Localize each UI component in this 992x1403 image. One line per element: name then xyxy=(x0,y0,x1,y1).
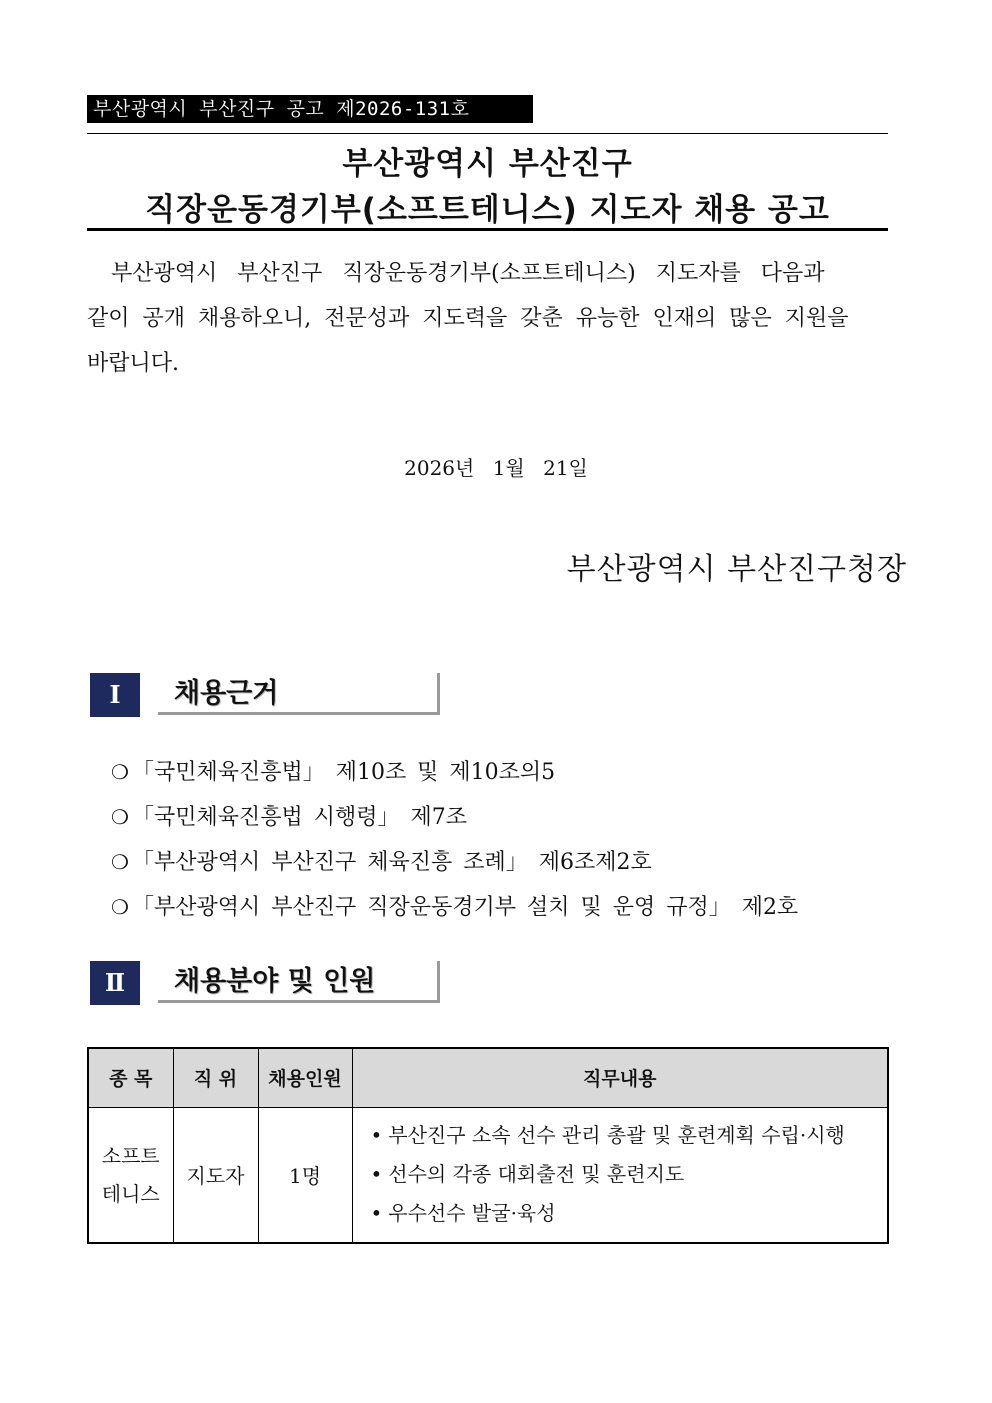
cell-count: 1명 xyxy=(258,1107,352,1243)
circle-bullet-icon: ❍ xyxy=(111,760,129,784)
column-header-sport: 종 목 xyxy=(88,1048,173,1107)
cell-sport xyxy=(88,1107,173,1243)
circle-bullet-icon: ❍ xyxy=(111,850,129,874)
duty-item xyxy=(371,1116,888,1155)
issuer-name: 부산광역시 부산진구청장 xyxy=(566,552,907,587)
duty-text: 우수선수 발굴·육성 xyxy=(388,1201,556,1226)
cell-sport-line: 소프트 xyxy=(101,1143,160,1168)
intro-line: 같이 공개 채용하오니, 전문성과 지도력을 갖춘 유능한 인재의 많은 지원을 xyxy=(87,306,849,331)
bullet-dot-icon: • xyxy=(370,1123,383,1148)
column-header-position: 직 위 xyxy=(173,1048,258,1107)
bullet-dot-icon: • xyxy=(370,1201,383,1226)
column-header-duties: 직무내용 xyxy=(352,1048,888,1107)
duty-item xyxy=(371,1194,888,1233)
page-title-line1: 부산광역시 부산진구 xyxy=(342,146,633,182)
list-item xyxy=(111,840,798,885)
circle-bullet-icon: ❍ xyxy=(111,805,129,829)
title-divider xyxy=(87,228,888,231)
list-item-text: 「국민체육진흥법」 제10조 및 제10조의5 xyxy=(131,760,556,785)
basis-list xyxy=(111,750,798,930)
section-number-badge: Ⅰ xyxy=(90,673,140,717)
top-divider xyxy=(87,133,888,134)
announcement-date: 2026년 1월 21일 xyxy=(404,456,588,480)
notice-number: 부산광역시 부산진구 공고 제2026-131호 xyxy=(87,95,533,123)
duty-item xyxy=(371,1155,888,1194)
list-item-text: 「부산광역시 부산진구 직장운동경기부 설치 및 운영 규정」 제2호 xyxy=(131,895,799,920)
cell-position: 지도자 xyxy=(173,1107,258,1243)
table-header-row xyxy=(88,1048,888,1107)
cell-duties xyxy=(352,1107,888,1243)
list-item-text: 「국민체육진흥법 시행령」 제7조 xyxy=(131,805,467,830)
bullet-dot-icon: • xyxy=(370,1162,383,1187)
intro-line: 바랍니다. xyxy=(87,351,180,376)
column-header-count: 채용인원 xyxy=(258,1048,352,1107)
list-item xyxy=(111,795,798,840)
section-number-badge: Ⅱ xyxy=(90,961,140,1005)
list-item-text: 「부산광역시 부산진구 체육진흥 조례」 제6조제2호 xyxy=(131,850,652,875)
circle-bullet-icon: ❍ xyxy=(111,895,129,919)
duty-text: 부산진구 소속 선수 관리 총괄 및 훈련계획 수립·시행 xyxy=(388,1123,845,1148)
list-item xyxy=(111,750,798,795)
duty-text: 선수의 각종 대회출전 및 훈련지도 xyxy=(388,1162,685,1187)
section-title: 채용분야 및 인원 xyxy=(158,961,440,1003)
intro-line: 부산광역시 부산진구 직장운동경기부(소프트테니스) 지도자를 다음과 xyxy=(111,261,825,286)
page-title-line2: 직장운동경기부(소프트테니스) 지도자 채용 공고 xyxy=(145,192,830,228)
table-row xyxy=(88,1107,888,1243)
recruitment-table xyxy=(87,1047,889,1244)
cell-sport-line: 테니스 xyxy=(101,1181,160,1206)
section-title: 채용근거 xyxy=(158,673,440,715)
intro-paragraph xyxy=(87,251,905,386)
list-item xyxy=(111,885,798,930)
